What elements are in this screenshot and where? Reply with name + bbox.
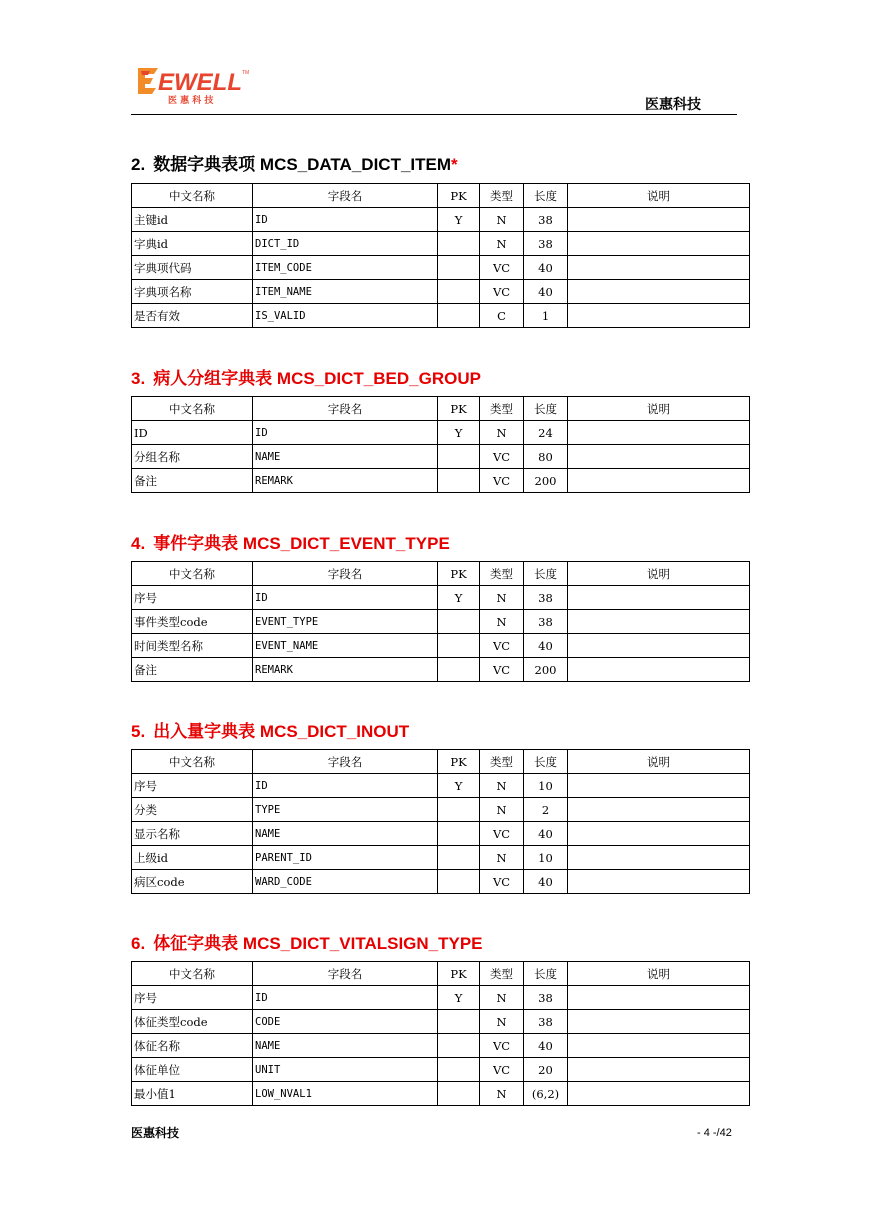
col-header-cn-name: 中文名称 <box>132 962 253 986</box>
table-row <box>132 798 750 822</box>
table-row <box>132 256 750 280</box>
cell-field-name: ITEM_NAME <box>253 280 438 304</box>
cell-pk <box>438 610 480 634</box>
cell-desc <box>568 610 750 634</box>
table-row <box>132 1058 750 1082</box>
cell-length: 40 <box>524 280 568 304</box>
event-type-table <box>131 561 750 682</box>
cell-desc <box>568 232 750 256</box>
cell-field-name: UNIT <box>253 1058 438 1082</box>
data-dict-item-table <box>131 183 750 328</box>
cell-type: N <box>480 610 524 634</box>
table-row <box>132 658 750 682</box>
cell-type: VC <box>480 256 524 280</box>
col-header-field-name: 字段名 <box>253 562 438 586</box>
cell-type: VC <box>480 280 524 304</box>
section-heading <box>131 150 458 175</box>
table-row <box>132 870 750 894</box>
section-heading <box>131 717 409 742</box>
header-divider <box>131 114 737 115</box>
cell-length: 10 <box>524 846 568 870</box>
page-number: - 4 -/42 <box>697 1127 732 1139</box>
section-title: 数据字典表项 MCS_DATA_DICT_ITEM <box>153 155 452 174</box>
cell-type: N <box>480 846 524 870</box>
cell-field-name: DICT_ID <box>253 232 438 256</box>
cell-desc <box>568 1082 750 1106</box>
cell-field-name: EVENT_TYPE <box>253 610 438 634</box>
cell-desc <box>568 304 750 328</box>
footer-company-name: 医惠科技 <box>131 1126 180 1140</box>
cell-cn-name: 序号 <box>132 986 253 1010</box>
table-row <box>132 610 750 634</box>
col-header-length: 长度 <box>524 750 568 774</box>
cell-pk <box>438 1058 480 1082</box>
cell-type: N <box>480 421 524 445</box>
cell-pk <box>438 232 480 256</box>
table-row <box>132 1010 750 1034</box>
cell-cn-name: ID <box>132 421 253 445</box>
section-heading <box>131 364 481 389</box>
cell-cn-name: 最小值1 <box>132 1082 253 1106</box>
cell-field-name: NAME <box>253 822 438 846</box>
cell-length: 40 <box>524 822 568 846</box>
cell-pk <box>438 304 480 328</box>
col-header-type: 类型 <box>480 397 524 421</box>
col-header-cn-name: 中文名称 <box>132 750 253 774</box>
cell-desc <box>568 1010 750 1034</box>
cell-cn-name: 体征单位 <box>132 1058 253 1082</box>
section-title: 体征字典表 MCS_DICT_VITALSIGN_TYPE <box>153 934 483 953</box>
col-header-pk: PK <box>438 184 480 208</box>
cell-type: N <box>480 586 524 610</box>
col-header-desc: 说明 <box>568 750 750 774</box>
section-number: 6. <box>131 934 146 953</box>
col-header-type: 类型 <box>480 750 524 774</box>
cell-field-name: NAME <box>253 1034 438 1058</box>
cell-type: VC <box>480 1034 524 1058</box>
table-row <box>132 445 750 469</box>
cell-pk <box>438 634 480 658</box>
cell-field-name: ID <box>253 421 438 445</box>
col-header-desc: 说明 <box>568 184 750 208</box>
table-row <box>132 208 750 232</box>
cell-length: 38 <box>524 986 568 1010</box>
cell-cn-name: 事件类型code <box>132 610 253 634</box>
section-number: 3. <box>131 369 146 388</box>
cell-length: 40 <box>524 870 568 894</box>
cell-length: 1 <box>524 304 568 328</box>
col-header-pk: PK <box>438 562 480 586</box>
cell-cn-name: 字典项名称 <box>132 280 253 304</box>
cell-length: 20 <box>524 1058 568 1082</box>
cell-desc <box>568 774 750 798</box>
cell-length: 200 <box>524 658 568 682</box>
cell-type: N <box>480 208 524 232</box>
cell-pk: Y <box>438 208 480 232</box>
table-row <box>132 986 750 1010</box>
cell-cn-name: 序号 <box>132 586 253 610</box>
cell-length: 24 <box>524 421 568 445</box>
cell-desc <box>568 798 750 822</box>
cell-type: VC <box>480 634 524 658</box>
bed-group-table <box>131 396 750 493</box>
cell-field-name: ID <box>253 208 438 232</box>
section-number: 2. <box>131 155 146 174</box>
cell-length: 10 <box>524 774 568 798</box>
cell-field-name: ITEM_CODE <box>253 256 438 280</box>
col-header-desc: 说明 <box>568 397 750 421</box>
cell-cn-name: 分组名称 <box>132 445 253 469</box>
table-row <box>132 280 750 304</box>
cell-length: 38 <box>524 1010 568 1034</box>
cell-cn-name: 体征类型code <box>132 1010 253 1034</box>
col-header-length: 长度 <box>524 562 568 586</box>
cell-field-name: ID <box>253 586 438 610</box>
cell-field-name: ID <box>253 986 438 1010</box>
section-title: 事件字典表 MCS_DICT_EVENT_TYPE <box>153 534 450 553</box>
cell-length: 38 <box>524 232 568 256</box>
cell-desc <box>568 1058 750 1082</box>
cell-field-name: TYPE <box>253 798 438 822</box>
cell-desc <box>568 634 750 658</box>
table-header-row <box>132 397 750 421</box>
cell-length: (6,2) <box>524 1082 568 1106</box>
cell-field-name: PARENT_ID <box>253 846 438 870</box>
cell-desc <box>568 280 750 304</box>
cell-desc <box>568 421 750 445</box>
cell-field-name: IS_VALID <box>253 304 438 328</box>
cell-desc <box>568 870 750 894</box>
cell-desc <box>568 445 750 469</box>
cell-cn-name: 显示名称 <box>132 822 253 846</box>
cell-type: N <box>480 798 524 822</box>
cell-desc <box>568 822 750 846</box>
col-header-cn-name: 中文名称 <box>132 397 253 421</box>
table-row <box>132 1034 750 1058</box>
logo-text: EWELL <box>158 69 242 96</box>
section-number: 4. <box>131 534 146 553</box>
cell-field-name: EVENT_NAME <box>253 634 438 658</box>
cell-pk <box>438 469 480 493</box>
cell-desc <box>568 986 750 1010</box>
cell-length: 80 <box>524 445 568 469</box>
table-row <box>132 304 750 328</box>
cell-desc <box>568 208 750 232</box>
cell-cn-name: 上级id <box>132 846 253 870</box>
cell-cn-name: 备注 <box>132 658 253 682</box>
col-header-length: 长度 <box>524 397 568 421</box>
section-title: 病人分组字典表 MCS_DICT_BED_GROUP <box>153 369 481 388</box>
cell-length: 40 <box>524 256 568 280</box>
section-title: 出入量字典表 MCS_DICT_INOUT <box>153 722 410 741</box>
col-header-cn-name: 中文名称 <box>132 184 253 208</box>
required-star: * <box>451 155 458 174</box>
cell-length: 38 <box>524 586 568 610</box>
table-header-row <box>132 562 750 586</box>
cell-pk <box>438 1034 480 1058</box>
cell-pk <box>438 445 480 469</box>
cell-field-name: CODE <box>253 1010 438 1034</box>
cell-pk <box>438 1010 480 1034</box>
col-header-type: 类型 <box>480 184 524 208</box>
cell-length: 200 <box>524 469 568 493</box>
cell-pk: Y <box>438 421 480 445</box>
cell-length: 38 <box>524 610 568 634</box>
cell-type: N <box>480 232 524 256</box>
col-header-cn-name: 中文名称 <box>132 562 253 586</box>
cell-pk <box>438 822 480 846</box>
cell-desc <box>568 1034 750 1058</box>
cell-pk <box>438 846 480 870</box>
cell-type: VC <box>480 870 524 894</box>
cell-type: VC <box>480 658 524 682</box>
table-row <box>132 846 750 870</box>
ewell-logo-icon <box>136 66 254 106</box>
cell-field-name: REMARK <box>253 469 438 493</box>
section-heading <box>131 929 483 954</box>
company-logo <box>136 66 254 106</box>
table-header-row <box>132 750 750 774</box>
cell-field-name: ID <box>253 774 438 798</box>
cell-cn-name: 是否有效 <box>132 304 253 328</box>
cell-cn-name: 体征名称 <box>132 1034 253 1058</box>
table-row <box>132 232 750 256</box>
vitalsign-type-table <box>131 961 750 1106</box>
cell-pk <box>438 256 480 280</box>
cell-cn-name: 字典id <box>132 232 253 256</box>
cell-cn-name: 主键id <box>132 208 253 232</box>
cell-cn-name: 病区code <box>132 870 253 894</box>
section-heading <box>131 529 450 554</box>
table-row <box>132 774 750 798</box>
cell-cn-name: 字典项代码 <box>132 256 253 280</box>
section-number: 5. <box>131 722 146 741</box>
cell-type: N <box>480 774 524 798</box>
col-header-type: 类型 <box>480 562 524 586</box>
col-header-length: 长度 <box>524 962 568 986</box>
cell-field-name: REMARK <box>253 658 438 682</box>
cell-type: C <box>480 304 524 328</box>
inout-table <box>131 749 750 894</box>
cell-desc <box>568 469 750 493</box>
col-header-pk: PK <box>438 397 480 421</box>
table-row <box>132 421 750 445</box>
col-header-field-name: 字段名 <box>253 397 438 421</box>
table-row <box>132 586 750 610</box>
cell-pk <box>438 798 480 822</box>
cell-pk <box>438 280 480 304</box>
cell-field-name: LOW_NVAL1 <box>253 1082 438 1106</box>
table-header-row <box>132 962 750 986</box>
col-header-type: 类型 <box>480 962 524 986</box>
col-header-pk: PK <box>438 962 480 986</box>
table-row <box>132 634 750 658</box>
cell-pk <box>438 658 480 682</box>
table-row <box>132 1082 750 1106</box>
logo-tm: TM <box>242 70 250 76</box>
col-header-desc: 说明 <box>568 962 750 986</box>
cell-desc <box>568 846 750 870</box>
col-header-length: 长度 <box>524 184 568 208</box>
cell-type: VC <box>480 1058 524 1082</box>
col-header-desc: 说明 <box>568 562 750 586</box>
cell-desc <box>568 586 750 610</box>
cell-desc <box>568 658 750 682</box>
header-company-name: 医惠科技 <box>645 97 701 113</box>
cell-type: N <box>480 1082 524 1106</box>
table-row <box>132 822 750 846</box>
logo-subtext: 医 惠 科 技 <box>168 96 214 106</box>
cell-cn-name: 分类 <box>132 798 253 822</box>
cell-pk: Y <box>438 586 480 610</box>
cell-type: VC <box>480 822 524 846</box>
cell-length: 38 <box>524 208 568 232</box>
col-header-field-name: 字段名 <box>253 750 438 774</box>
cell-pk <box>438 870 480 894</box>
cell-cn-name: 序号 <box>132 774 253 798</box>
cell-field-name: WARD_CODE <box>253 870 438 894</box>
cell-pk <box>438 1082 480 1106</box>
cell-length: 40 <box>524 1034 568 1058</box>
cell-type: VC <box>480 445 524 469</box>
cell-field-name: NAME <box>253 445 438 469</box>
cell-type: VC <box>480 469 524 493</box>
cell-cn-name: 备注 <box>132 469 253 493</box>
col-header-field-name: 字段名 <box>253 962 438 986</box>
table-header-row <box>132 184 750 208</box>
cell-pk: Y <box>438 986 480 1010</box>
cell-type: N <box>480 1010 524 1034</box>
cell-desc <box>568 256 750 280</box>
cell-length: 40 <box>524 634 568 658</box>
col-header-field-name: 字段名 <box>253 184 438 208</box>
cell-pk: Y <box>438 774 480 798</box>
cell-length: 2 <box>524 798 568 822</box>
cell-type: N <box>480 986 524 1010</box>
cell-cn-name: 时间类型名称 <box>132 634 253 658</box>
col-header-pk: PK <box>438 750 480 774</box>
table-row <box>132 469 750 493</box>
